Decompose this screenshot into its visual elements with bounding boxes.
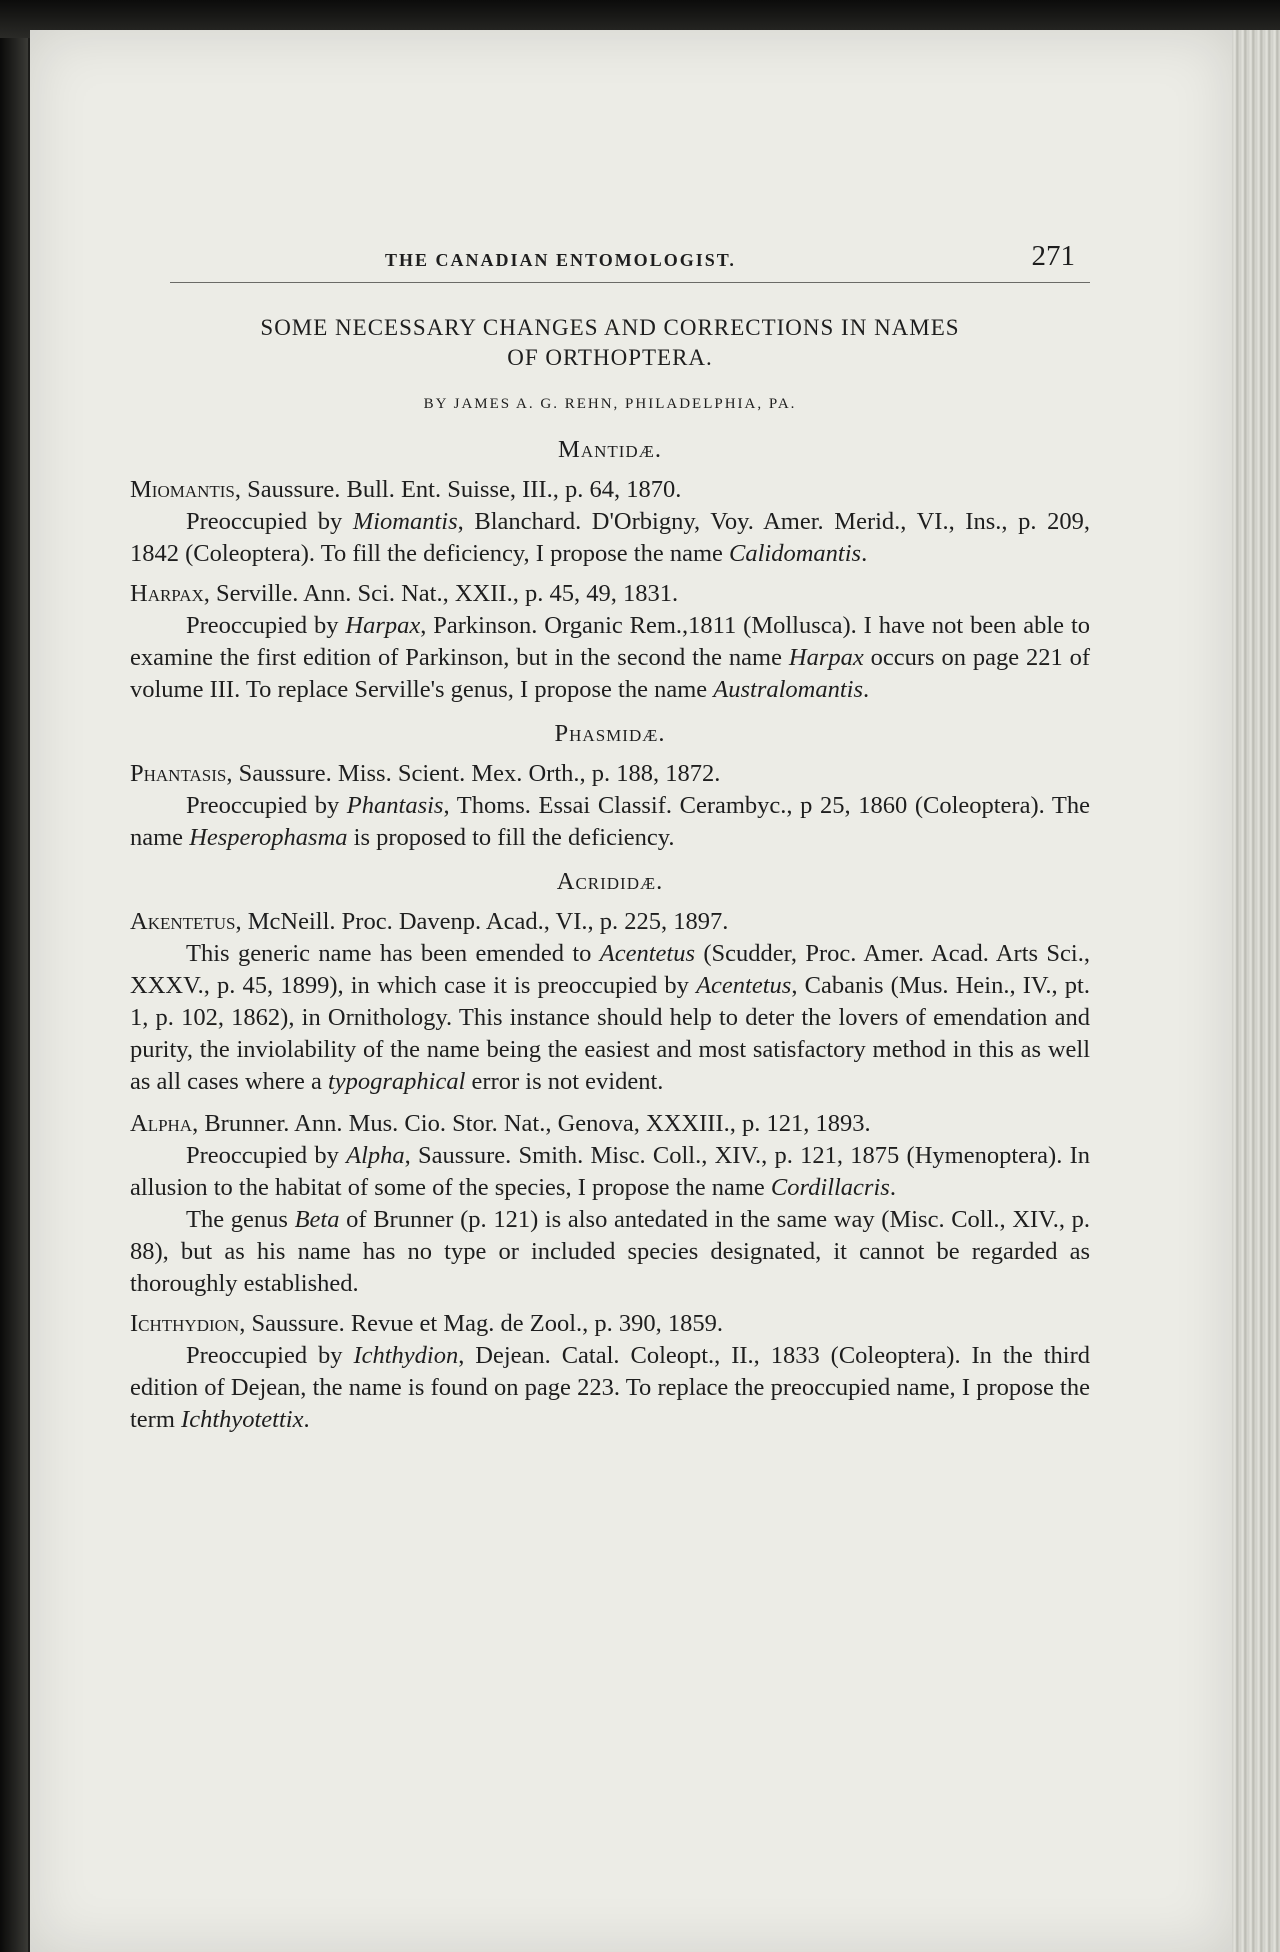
italic-taxon: Harpax [788,644,864,671]
book-page [30,30,1232,1952]
genus-name: Miomantis [130,476,235,503]
text-run: , Cabanis (Mus. Hein., IV., pt. 1, p. 102, 1862), in Ornithology. This instance should help to deter the lovers of emendation and purity, the inviolability of the name being the easiest and most satisfactory method in this as well as all cases where a [130,972,1090,1095]
citation: , Serville. Ann. Sci. Nat., XXII., p. 45, 49, 1831. [203,580,679,607]
citation: , McNeill. Proc. Davenp. Acad., VI., p. 225, 1897. [235,908,729,935]
italic-word: typographical [327,1068,466,1095]
genus-entry-alpha [130,1108,1090,1140]
text-run: , Parkinson. Organic Rem.,1811 (Mollusca). I have not been able to examine the first edition of Parkinson, but in the second the name [130,612,1090,671]
genus-name: Phantasis [130,760,227,787]
italic-taxon: Ichthyotettix [181,1406,304,1433]
genus-name: Akentetus [130,908,236,935]
page-number: 271 [1031,240,1075,272]
text-run: . [863,676,870,703]
paragraph-akentetus [130,938,1090,1098]
paragraph-harpax [130,610,1090,706]
text-run: , Thoms. Essai Classif. Cerambyc., p 25, 1860 (Coleoptera). The name [130,792,1090,851]
journal-title: THE CANADIAN ENTOMOLOGIST. [385,250,736,270]
text-run: of Brunner (p. 121) is also antedated in the same way (Misc. Coll., XIV., p. 88), but as his name has no type or included species designated, it cannot be regarded as thoroughly established. [130,1206,1090,1297]
article-title-line-1: SOME NECESSARY CHANGES AND CORRECTIONS IN NAMES [260,315,960,340]
paragraph-phantasis [130,790,1090,854]
paragraph-miomantis [130,506,1090,570]
text-run: , Blanchard. D'Orbigny, Voy. Amer. Merid., VI., Ins., p. 209, 1842 (Coleoptera). To fill the deficiency, I propose the name [130,508,1090,567]
italic-taxon: Alpha [346,1142,405,1169]
italic-taxon: Australomantis [713,676,864,703]
scan-left-border [0,38,28,1952]
genus-entry-ichthydion [130,1308,1090,1340]
text-run: Preoccupied by [186,612,346,639]
genus-entry-phantasis [130,758,1090,790]
text-run: . [303,1406,310,1433]
text-run: Preoccupied by [186,1342,354,1369]
citation: , Saussure. Bull. Ent. Suisse, III., p. 64, 1870. [234,476,682,503]
article-title-line-2: OF ORTHOPTERA. [507,345,713,370]
text-run: (Scudder, Proc. Amer. Acad. Arts Sci., XXXV., p. 45, 1899), in which case it is preoccupied by [130,940,1090,999]
paragraph-beta [130,1204,1090,1300]
genus-entry-akentetus [130,906,1090,938]
text-run: occurs on page 221 of volume III. To replace Serville's genus, I propose the name [130,644,1090,703]
family-heading-acrididae: Acrididæ. [556,868,664,895]
genus-name: Harpax [130,580,204,607]
text-run: Preoccupied by [186,508,353,535]
italic-taxon: Beta [294,1206,340,1233]
genus-entry-miomantis [130,474,1090,506]
family-heading-mantidae: Mantidæ. [558,436,662,463]
text-run: The genus [186,1206,295,1233]
citation: , Saussure. Revue et Mag. de Zool., p. 390, 1859. [239,1310,724,1337]
text-run: , Saussure. Smith. Misc. Coll., XIV., p. 121, 1875 (Hymenoptera). In allusion to the habitat of some of the species, I propose the name [130,1142,1090,1201]
citation: , Brunner. Ann. Mus. Cio. Stor. Nat., Genova, XXXIII., p. 121, 1893. [192,1110,871,1137]
text-run: . [861,540,868,567]
italic-taxon: Calidomantis [729,540,862,567]
paragraph-alpha [130,1140,1090,1204]
text-run: Preoccupied by [186,792,347,819]
genus-name: Ichthydion [130,1310,240,1337]
article-byline: BY JAMES A. G. REHN, PHILADELPHIA, PA. [423,396,797,412]
italic-taxon: Hesperophasma [189,824,348,851]
paragraph-ichthydion [130,1340,1090,1436]
text-run: . [889,1174,896,1201]
article-title [130,313,1090,373]
text-run: This generic name has been emended to [186,940,600,967]
italic-taxon: Ichthydion [353,1342,459,1369]
italic-taxon: Miomantis [352,508,458,535]
italic-taxon: Harpax [345,612,421,639]
article-body [130,422,1090,1436]
header-rule [170,282,1090,283]
italic-taxon: Cordillacris [770,1174,890,1201]
genus-name: Alpha [130,1110,193,1137]
page-edge-stack [1232,30,1280,1952]
text-run: Preoccupied by [186,1142,347,1169]
running-head [130,240,1090,280]
italic-taxon: Phantasis [346,792,444,819]
italic-taxon: Acentetus [696,972,792,999]
family-heading-phasmidae: Phasmidæ. [554,720,666,747]
italic-taxon: Acentetus [599,940,696,967]
citation: , Saussure. Miss. Scient. Mex. Orth., p. 188, 1872. [226,760,721,787]
genus-entry-harpax [130,578,1090,610]
text-run: , Dejean. Catal. Coleopt., II., 1833 (Coleoptera). In the third edition of Dejean, the name is found on page 223. To replace the preoccupied name, I propose the term [130,1342,1090,1433]
text-run: is proposed to fill the deficiency. [347,824,675,851]
text-run: error is not evident. [465,1068,664,1095]
